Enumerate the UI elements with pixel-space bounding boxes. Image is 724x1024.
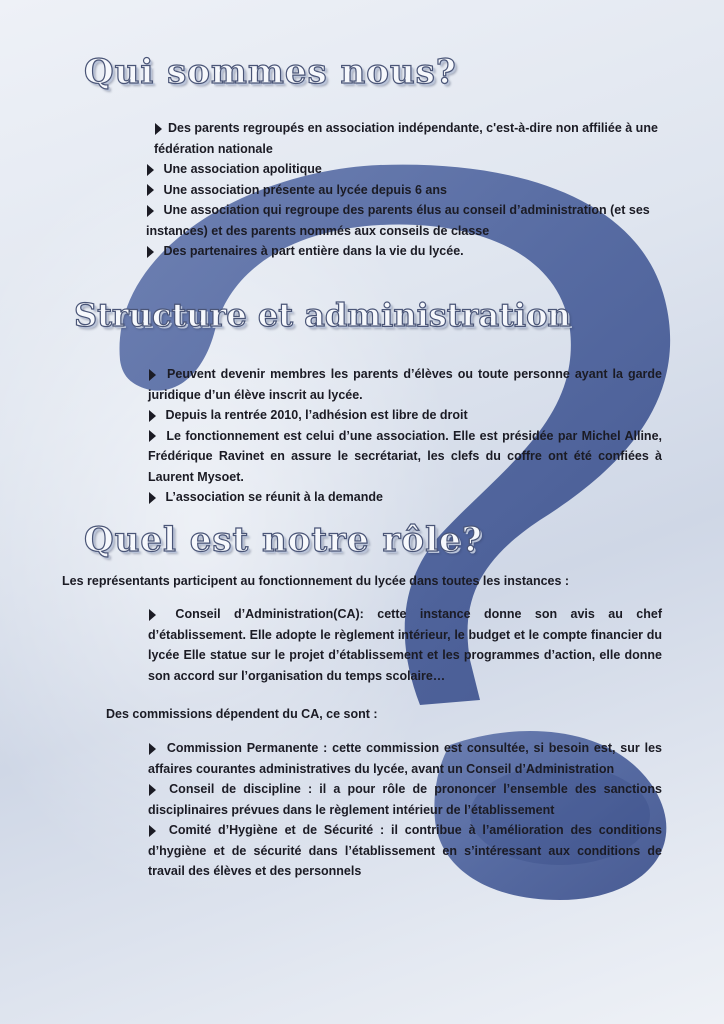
list-item: Le fonctionnement est celui d’une association. Elle est présidée par Michel Alline, Frédérique Ravinet en assure le secrétariat, les clefs du coffre ont été confiées à Laurent Mysoet. bbox=[148, 428, 662, 484]
list-item: Des parents regroupés en association indépendante, c'est-à-dire non affiliée à une fédération nationale bbox=[154, 121, 658, 156]
list-item: L’association se réunit à la demande bbox=[148, 487, 662, 508]
list-item: Comité d’Hygiène et de Sécurité : il contribue à l’amélioration des conditions d’hygiène et de sécurité dans l’établissement en s’intéressant aux conditions de travail des élèves et des personnels bbox=[148, 823, 662, 878]
heading-role: Quel est notre rôle? bbox=[84, 520, 483, 560]
arrowhead-bullet-icon bbox=[146, 183, 160, 197]
list-item: Une association apolitique bbox=[146, 159, 666, 180]
arrowhead-bullet-icon bbox=[148, 368, 162, 382]
who-list bbox=[146, 118, 666, 262]
commissions-intro: Des commissions dépendent du CA, ce sont : bbox=[106, 707, 378, 721]
arrowhead-bullet-icon bbox=[146, 245, 160, 259]
role-intro: Les représentants participent au fonctionnement du lycée dans toutes les instances : bbox=[62, 574, 570, 588]
arrowhead-bullet-icon bbox=[148, 409, 162, 423]
list-item: Conseil de discipline : il a pour rôle de prononcer l’ensemble des sanctions disciplinaires prévues dans le règlement intérieur de l’établissement bbox=[148, 782, 662, 817]
arrowhead-bullet-icon bbox=[148, 429, 162, 443]
list-item: Des partenaires à part entière dans la vie du lycée. bbox=[146, 241, 666, 262]
role-list bbox=[148, 604, 662, 686]
list-item: Une association qui regroupe des parents élus au conseil d’administration (et ses instances) et des parents nommés aux conseils de classe bbox=[146, 203, 650, 238]
commissions-list bbox=[148, 738, 662, 882]
arrowhead-bullet-icon bbox=[146, 163, 160, 177]
list-item: Commission Permanente : cette commission est consultée, si besoin est, sur les affaires courantes administratives du lycée, avant un Conseil d’Administration bbox=[148, 741, 662, 776]
arrowhead-bullet-icon bbox=[148, 608, 162, 622]
heading-structure: Structure et administration bbox=[74, 296, 571, 334]
heading-who-we-are: Qui sommes nous? bbox=[84, 52, 457, 92]
arrowhead-bullet-icon bbox=[146, 204, 160, 218]
list-item: Une association présente au lycée depuis 6 ans bbox=[146, 180, 666, 201]
list-item: Peuvent devenir membres les parents d’élèves ou toute personne ayant la garde juridique d’un élève inscrit au lycée. bbox=[148, 367, 662, 402]
arrowhead-bullet-icon bbox=[148, 783, 162, 797]
arrowhead-bullet-icon bbox=[148, 491, 162, 505]
list-item: Conseil d’Administration(CA): cette instance donne son avis au chef d’établissement. Elle adopte le règlement intérieur, le budget et le compte financier du lycée Elle statue sur le projet d’établissement et les programmes d’action, elle donne son accord sur l’organisation du temps scolaire… bbox=[148, 607, 662, 683]
list-item: Depuis la rentrée 2010, l’adhésion est libre de droit bbox=[148, 405, 662, 426]
arrowhead-bullet-icon bbox=[148, 742, 162, 756]
arrowhead-bullet-icon bbox=[148, 824, 162, 838]
structure-list bbox=[148, 364, 662, 508]
arrowhead-bullet-icon bbox=[154, 122, 168, 136]
